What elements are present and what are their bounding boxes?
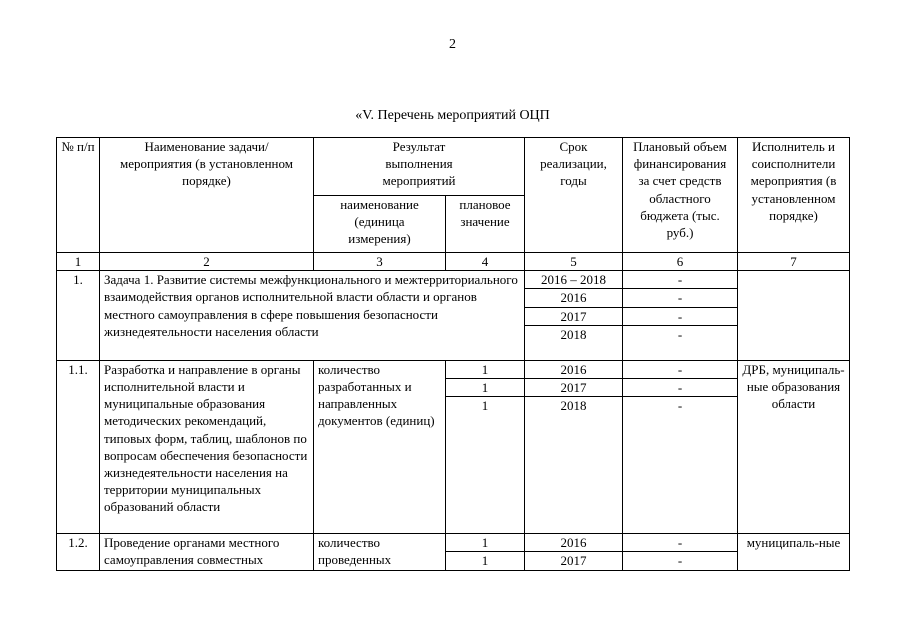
table-row xyxy=(57,360,850,378)
column-number: 3 xyxy=(314,253,446,271)
row-budget: - xyxy=(623,379,738,397)
row-budget: - xyxy=(623,271,738,289)
row-num: 1.2. xyxy=(57,534,100,570)
row-budget: - xyxy=(623,397,738,534)
column-number: 7 xyxy=(738,253,850,271)
header-executor: Исполнитель и соисполнители мероприятия (в установленном порядке) xyxy=(738,138,850,253)
row-year: 2016 xyxy=(525,360,623,378)
table-row xyxy=(57,271,850,289)
page-number: 2 xyxy=(449,37,456,52)
row-name: Разработка и направление в органы исполнительной власти и муниципальные образования методических рекомендаций, типовых форм, таблиц, шаблонов по вопросам обеспечения безопасности жизнедеятельности населения на территории муниципальных образований области xyxy=(100,360,314,533)
row-value: 1 xyxy=(446,534,525,552)
header-result-value: плановое значение xyxy=(446,195,525,253)
header-result-name: наименование (единица измерения) xyxy=(314,195,446,253)
measures-table xyxy=(56,137,850,571)
row-year: 2017 xyxy=(525,552,623,570)
row-executor: муниципаль-ные xyxy=(738,534,850,570)
header-result-group: Результат выполнения мероприятий xyxy=(314,138,525,196)
row-budget: - xyxy=(623,307,738,325)
row-year: 2016 – 2018 xyxy=(525,271,623,289)
header-num: № п/п xyxy=(57,138,100,253)
column-number: 1 xyxy=(57,253,100,271)
row-year: 2017 xyxy=(525,307,623,325)
row-executor xyxy=(738,271,850,361)
row-year: 2018 xyxy=(525,325,623,360)
row-year: 2016 xyxy=(525,534,623,552)
row-year: 2016 xyxy=(525,289,623,307)
document-title: «V. Перечень мероприятий ОЦП xyxy=(355,108,550,123)
row-result: количество проведенных xyxy=(314,534,446,570)
table-row xyxy=(57,534,850,552)
row-result: количество разработанных и направленных документов (единиц) xyxy=(314,360,446,533)
header-row-1 xyxy=(57,138,850,196)
row-budget: - xyxy=(623,325,738,360)
column-number: 6 xyxy=(623,253,738,271)
row-budget: - xyxy=(623,289,738,307)
row-value: 1 xyxy=(446,360,525,378)
column-number: 4 xyxy=(446,253,525,271)
row-value: 1 xyxy=(446,552,525,570)
row-name: Задача 1. Развитие системы межфункционального и межтерриториального взаимодействия органов исполнительной власти области и органов местного самоуправления в сфере повышения безопасности жизнедеятельности населения области xyxy=(100,271,525,361)
header-period: Срок реализации, годы xyxy=(525,138,623,253)
row-num: 1. xyxy=(57,271,100,361)
row-value: 1 xyxy=(446,379,525,397)
column-numbers-row xyxy=(57,253,850,271)
row-budget: - xyxy=(623,534,738,552)
row-value: 1 xyxy=(446,397,525,534)
column-number: 2 xyxy=(100,253,314,271)
column-number: 5 xyxy=(525,253,623,271)
row-num: 1.1. xyxy=(57,360,100,533)
row-name: Проведение органами местного самоуправления совместных xyxy=(100,534,314,570)
row-budget: - xyxy=(623,360,738,378)
row-year: 2018 xyxy=(525,397,623,534)
row-executor: ДРБ, муниципаль-ные образования области xyxy=(738,360,850,533)
header-budget: Плановый объем финансирования за счет средств областного бюджета (тыс. руб.) xyxy=(623,138,738,253)
row-year: 2017 xyxy=(525,379,623,397)
row-budget: - xyxy=(623,552,738,570)
header-task-name: Наименование задачи/мероприятия (в установленном порядке) xyxy=(100,138,314,253)
